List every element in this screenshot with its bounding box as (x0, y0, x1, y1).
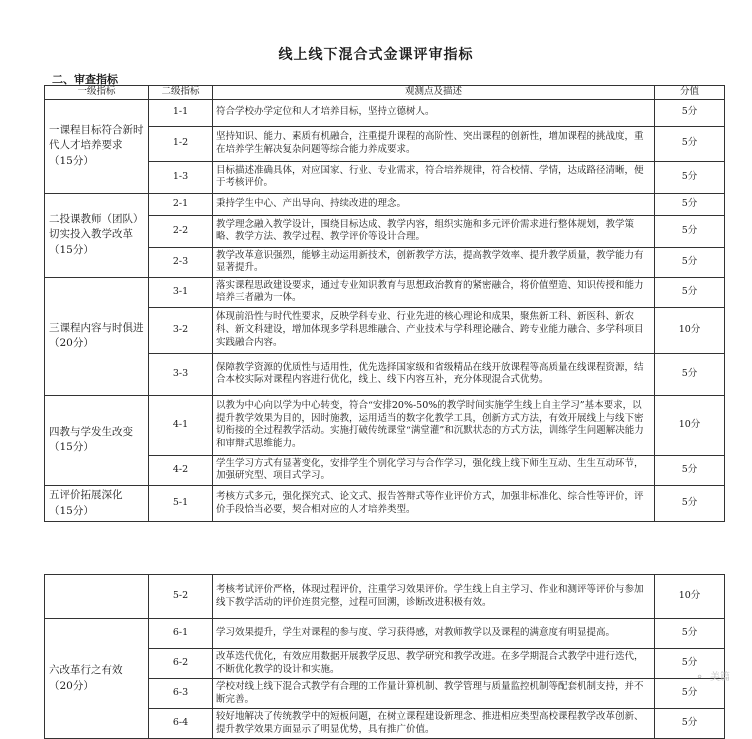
score-cell: 5分 (655, 679, 725, 709)
header-score: 分值 (655, 86, 725, 100)
level2-code: 6-2 (149, 649, 213, 679)
level2-code: 4-1 (149, 395, 213, 455)
level2-code: 4-2 (149, 455, 213, 485)
score-cell: 5分 (655, 161, 725, 193)
header-level2: 二级指标 (149, 86, 213, 100)
desc-cell: 考核考试评价严格，体现过程评价，注重学习效果评价。学生线上自主学习、作业和测评等评价与参加线下教学活动的评价连贯完整，过程可回溯，诊断改进积极有效。 (213, 575, 655, 619)
level2-code: 5-2 (149, 575, 213, 619)
criteria-table-continued (44, 574, 725, 739)
score-cell: 10分 (655, 395, 725, 455)
score-cell: 5分 (655, 353, 725, 395)
desc-cell: 秉持学生中心、产出导向、持续改进的理念。 (213, 193, 655, 215)
level1-cell: 五评价拓展深化（15分） (45, 485, 149, 522)
level1-cell: 四教与学发生改变（15分） (45, 395, 149, 485)
desc-cell: 教学改革意识强烈，能够主动运用新技术，创新教学方法，提高教学效率、提升教学质量，教学能力有显著提升。 (213, 247, 655, 277)
table-row (45, 193, 725, 215)
level2-code: 3-3 (149, 353, 213, 395)
level2-code: 2-1 (149, 193, 213, 215)
level2-code: 2-3 (149, 247, 213, 277)
table-row (45, 619, 725, 649)
score-cell: 5分 (655, 485, 725, 522)
table-row (45, 99, 725, 126)
desc-cell: 较好地解决了传统教学中的短板问题，在树立课程建设新理念、推进相应类型高校课程教学改革创新、提升教学效果方面显示了明显优势，具有推广价值。 (213, 709, 655, 739)
desc-cell: 学校对线上线下混合式教学有合理的工作量计算机制、教学管理与质量监控机制等配套机制支持，并不断完善。 (213, 679, 655, 709)
table-row (45, 395, 725, 455)
desc-cell: 保障教学资源的优质性与适用性，优先选择国家级和省级精品在线开放课程等高质量在线课程资源，结合本校实际对课程内容进行优化，线上、线下内容互补，充分体现混合式优势。 (213, 353, 655, 395)
desc-cell: 符合学校办学定位和人才培养目标，坚持立德树人。 (213, 99, 655, 126)
watermark-text: 美篇 (710, 672, 730, 683)
score-cell: 5分 (655, 277, 725, 307)
level1-cell: 六改革行之有效（20分） (45, 619, 149, 739)
table-row (45, 485, 725, 522)
section-heading: 二、审查指标 (52, 73, 118, 86)
score-cell: 10分 (655, 307, 725, 353)
level2-code: 5-1 (149, 485, 213, 522)
level2-code: 6-4 (149, 709, 213, 739)
header-level1: 一级指标 (45, 86, 149, 100)
wechat-icon: ⚬ (695, 672, 704, 683)
score-cell: 5分 (655, 709, 725, 739)
level2-code: 6-1 (149, 619, 213, 649)
level2-code: 3-1 (149, 277, 213, 307)
desc-cell: 目标描述准确具体，对应国家、行业、专业需求，符合培养规律，符合校情、学情，达成路径清晰，便于考核评价。 (213, 161, 655, 193)
table-row (45, 277, 725, 307)
desc-cell: 学生学习方式有显著变化，安排学生个别化学习与合作学习，强化线上线下师生互动、生生互动环节，加强研究型、项目式学习。 (213, 455, 655, 485)
desc-cell: 坚持知识、能力、素质有机融合，注重提升课程的高阶性、突出课程的创新性，增加课程的挑战度，重在培养学生解决复杂问题等综合能力养成要求。 (213, 126, 655, 161)
score-cell: 5分 (655, 193, 725, 215)
level1-cell: 三课程内容与时俱进（20分） (45, 277, 149, 395)
table-row (45, 575, 725, 619)
criteria-table (44, 85, 725, 522)
score-cell: 10分 (655, 575, 725, 619)
level1-cell: 二投课教师（团队）切实投入教学改革（15分） (45, 193, 149, 277)
score-cell: 5分 (655, 649, 725, 679)
score-cell: 5分 (655, 215, 725, 247)
level2-code: 6-3 (149, 679, 213, 709)
level1-cell: 一课程目标符合新时代人才培养要求（15分） (45, 99, 149, 193)
level2-code: 1-1 (149, 99, 213, 126)
desc-cell: 考核方式多元，强化探究式、论文式、报告答辩式等作业评价方式，加强非标准化、综合性等评价，评价手段恰当必要，契合相对应的人才培养类型。 (213, 485, 655, 522)
score-cell: 5分 (655, 126, 725, 161)
table-header-row (45, 86, 725, 100)
level2-code: 3-2 (149, 307, 213, 353)
score-cell: 5分 (655, 99, 725, 126)
score-cell: 5分 (655, 455, 725, 485)
score-cell: 5分 (655, 619, 725, 649)
score-cell: 5分 (655, 247, 725, 277)
level2-code: 1-3 (149, 161, 213, 193)
header-desc: 观测点及描述 (213, 86, 655, 100)
level2-code: 1-2 (149, 126, 213, 161)
desc-cell: 落实课程思政建设要求，通过专业知识教育与思想政治教育的紧密融合，将价值塑造、知识传授和能力培养三者融为一体。 (213, 277, 655, 307)
desc-cell: 教学理念融入教学设计，围绕目标达成、教学内容，组织实施和多元评价需求进行整体规划，教学策略、教学方法、教学过程、教学评价等设计合理。 (213, 215, 655, 247)
desc-cell: 学习效果提升，学生对课程的参与度、学习获得感，对教师教学以及课程的满意度有明显提高。 (213, 619, 655, 649)
level2-code: 2-2 (149, 215, 213, 247)
level1-cell-empty (45, 575, 149, 619)
desc-cell: 体现前沿性与时代性要求，反映学科专业、行业先进的核心理论和成果，聚焦新工科、新医科、新农科、新文科建设，增加体现多学科思维融合、产业技术与学科理论融合、跨专业能力融合、多学科项目实践融合内容。 (213, 307, 655, 353)
watermark (695, 668, 730, 683)
page-title: 线上线下混合式金课评审指标 (278, 47, 474, 63)
desc-cell: 以教为中心向以学为中心转变，符合“安排20%-50%的教学时间实施学生线上自主学习”基本要求，以提升教学效果为目的，因时施教，运用适当的数字化教学工具，创新方式方法，有效开展线上与线下密切衔接的全过程教学活动。实施打破传统课堂“满堂灌”和沉默状态的方式方法，训练学生问题解决能力和审辩式思维能力。 (213, 395, 655, 455)
desc-cell: 改革迭代优化，有效应用数据开展教学反思、教学研究和教学改进。在多学期混合式教学中进行迭代，不断优化教学的设计和实施。 (213, 649, 655, 679)
